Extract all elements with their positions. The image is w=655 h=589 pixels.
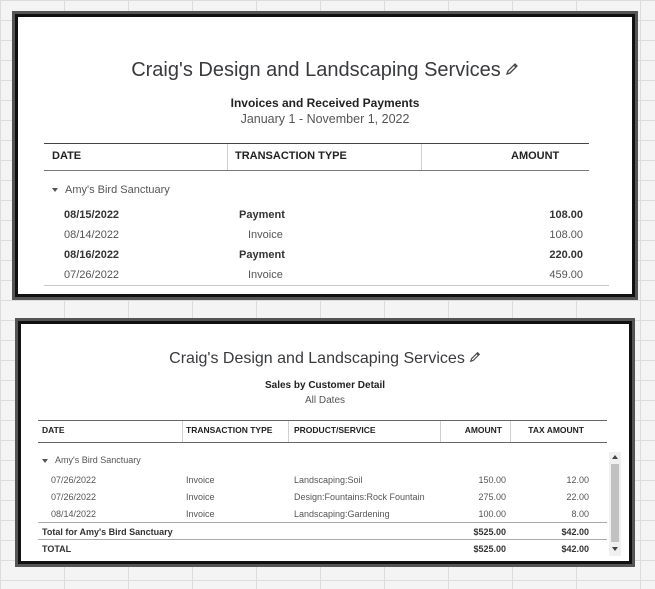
company-name: Craig's Design and Landscaping Services (169, 350, 465, 368)
row-date: 08/14/2022 (64, 229, 120, 241)
row-tax: 12.00 (566, 475, 589, 485)
subtotal-tax: $42.00 (561, 527, 589, 537)
col-divider (440, 421, 441, 442)
collapse-triangle-icon[interactable] (52, 188, 58, 192)
report-date-range: All Dates (304, 395, 345, 406)
group-row-amys-bird-sanctuary[interactable] (52, 184, 170, 196)
col-amount-header[interactable]: AMOUNT (464, 425, 502, 435)
company-name: Craig's Design and Landscaping Services (131, 59, 501, 81)
total-label: TOTAL (42, 544, 72, 554)
header-top-line (38, 420, 607, 421)
col-divider (288, 421, 289, 442)
company-name-heading (18, 59, 632, 82)
row-product: Landscaping:Gardening (294, 509, 390, 519)
row-divider (44, 285, 609, 286)
row-date: 08/14/2022 (51, 509, 97, 519)
scroll-down-arrow-icon[interactable] (612, 547, 618, 551)
row-date: 07/26/2022 (51, 492, 97, 502)
total-amount: $525.00 (473, 544, 506, 554)
subtotal-divider (38, 522, 607, 523)
row-product: Landscaping:Soil (294, 475, 363, 485)
scroll-up-arrow-icon[interactable] (612, 455, 618, 459)
col-tax-header[interactable]: TAX AMOUNT (528, 425, 584, 435)
header-top-line (44, 143, 589, 144)
row-product: Design:Fountains:Rock Fountain (294, 492, 425, 502)
scrollbar-thumb[interactable] (611, 464, 619, 542)
subtotal-label: Total for Amy's Bird Sanctuary (42, 527, 173, 537)
row-amount: 150.00 (478, 475, 506, 485)
report-date-range: January 1 - November 1, 2022 (240, 112, 410, 126)
row-date: 07/26/2022 (51, 475, 97, 485)
row-amount: 220.00 (549, 249, 583, 261)
report-title: Sales by Customer Detail (264, 380, 386, 391)
row-type[interactable]: Invoice (186, 492, 215, 502)
group-label: Amy's Bird Sanctuary (65, 184, 170, 196)
col-divider (421, 144, 422, 170)
row-amount: 459.00 (549, 269, 583, 281)
col-divider (182, 421, 183, 442)
col-date-header[interactable]: DATE (42, 425, 65, 435)
sales-by-customer-detail-report (18, 321, 632, 564)
col-date-header[interactable]: DATE (52, 150, 82, 162)
row-date: 08/16/2022 (64, 249, 120, 261)
row-amount: 108.00 (549, 209, 583, 221)
row-amount: 275.00 (478, 492, 506, 502)
row-type[interactable]: Invoice (248, 229, 283, 241)
row-type[interactable]: Invoice (248, 269, 283, 281)
col-product-header[interactable]: PRODUCT/SERVICE (294, 425, 376, 435)
invoices-payments-report (15, 14, 635, 297)
company-name-heading (21, 350, 629, 368)
row-date: 07/26/2022 (64, 269, 120, 281)
row-tax: 22.00 (566, 492, 589, 502)
row-type[interactable]: Invoice (186, 509, 215, 519)
row-type[interactable]: Payment (239, 249, 285, 261)
col-divider (510, 421, 511, 442)
group-label: Amy's Bird Sanctuary (55, 455, 141, 465)
col-divider (227, 144, 228, 170)
pencil-icon[interactable] (469, 350, 481, 368)
total-tax: $42.00 (561, 544, 589, 554)
collapse-triangle-icon[interactable] (42, 459, 48, 463)
report-title: Invoices and Received Payments (230, 96, 420, 110)
col-amount-header[interactable]: AMOUNT (511, 150, 560, 162)
row-type[interactable]: Payment (239, 209, 285, 221)
header-bottom-line (38, 442, 607, 443)
row-date: 08/15/2022 (64, 209, 120, 221)
subtotal-amount: $525.00 (473, 527, 506, 537)
total-divider (38, 539, 607, 540)
group-row-amys-bird-sanctuary[interactable] (42, 455, 141, 465)
pencil-icon[interactable] (505, 59, 519, 82)
col-type-header[interactable]: TRANSACTION TYPE (235, 150, 347, 162)
header-bottom-line (44, 170, 589, 171)
row-tax: 8.00 (571, 509, 589, 519)
row-type[interactable]: Invoice (186, 475, 215, 485)
col-type-header[interactable]: TRANSACTION TYPE (186, 425, 273, 435)
row-amount: 100.00 (478, 509, 506, 519)
row-amount: 108.00 (549, 229, 583, 241)
